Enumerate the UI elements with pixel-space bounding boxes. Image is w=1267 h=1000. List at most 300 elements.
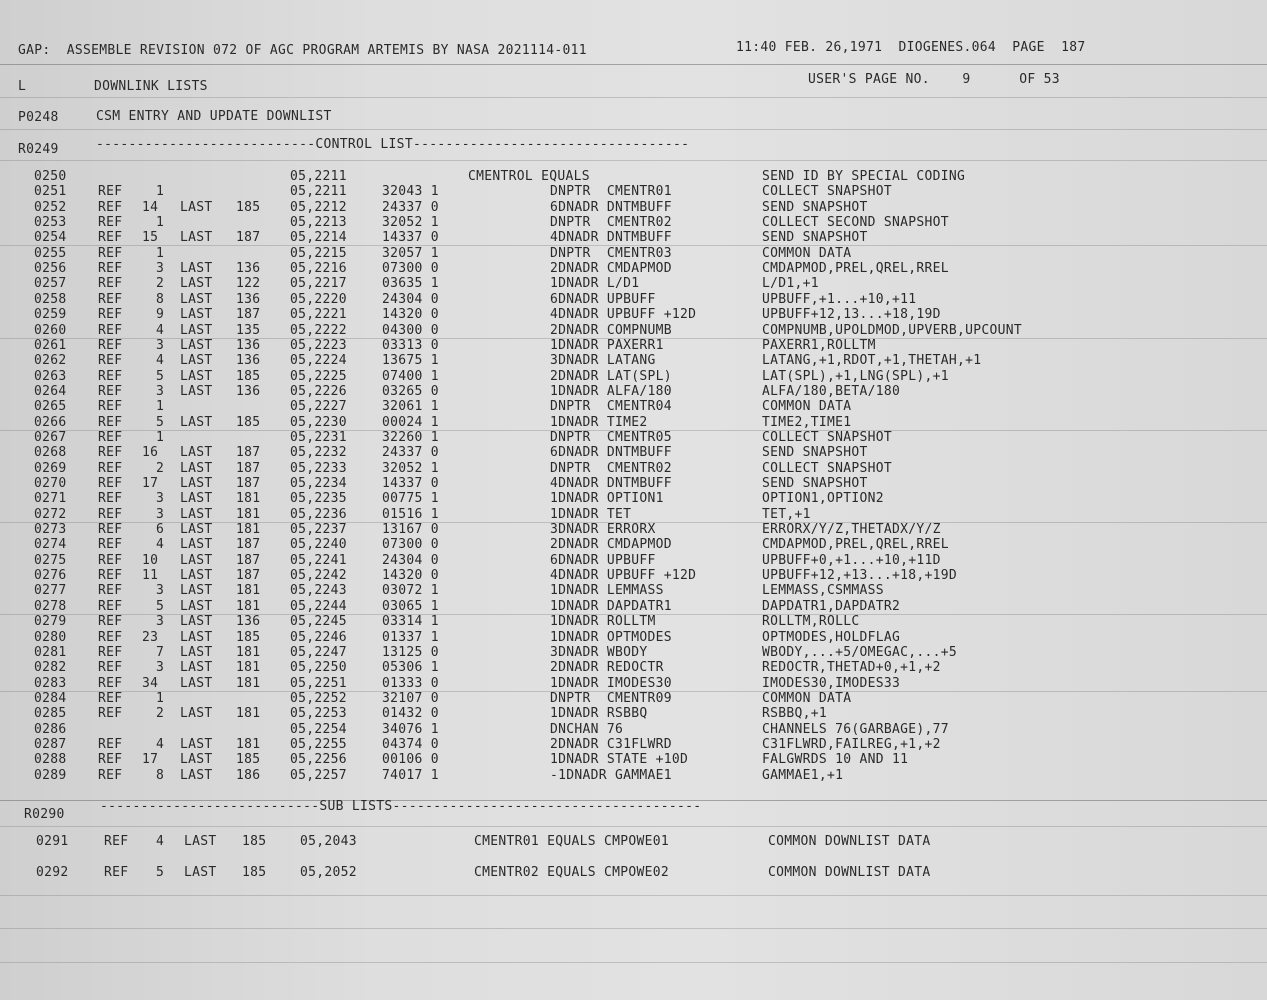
rule bbox=[0, 895, 1267, 896]
row-code: 32260 1 bbox=[382, 429, 439, 445]
row-code: 04300 0 bbox=[382, 322, 439, 338]
row-op: 3DNADR WBODY bbox=[550, 644, 648, 660]
row-line: 0258 bbox=[34, 291, 67, 307]
row-op: DNPTR CMENTR03 bbox=[550, 245, 672, 261]
row-last: LAST bbox=[180, 476, 213, 491]
row-addr: 05,2236 bbox=[290, 506, 347, 522]
sub-row-addr: 05,2052 bbox=[300, 865, 357, 880]
row-page: 136 bbox=[236, 261, 261, 277]
row-comment: PAXERR1,ROLLTM bbox=[762, 337, 876, 353]
sub-row-ref: REF bbox=[104, 865, 129, 880]
row-count: 8 bbox=[156, 767, 165, 783]
row-count: 10 bbox=[142, 552, 159, 568]
row-comment: FALGWRDS 10 AND 11 bbox=[762, 752, 909, 768]
row-line: 0269 bbox=[34, 460, 67, 476]
row-line: 0277 bbox=[34, 583, 67, 599]
row-page: 185 bbox=[236, 199, 261, 215]
row-last: LAST bbox=[180, 261, 213, 277]
row-op: 1DNADR ROLLTM bbox=[550, 614, 656, 630]
sub-row-line: 0291 bbox=[36, 834, 69, 849]
row-page: 187 bbox=[236, 307, 261, 323]
row-comment: CMDAPMOD,PREL,QREL,RREL bbox=[762, 261, 949, 277]
row-code: 01337 1 bbox=[382, 629, 439, 645]
row-addr: 05,2212 bbox=[290, 199, 347, 215]
row-line: 0262 bbox=[34, 353, 67, 369]
row-count: 2 bbox=[156, 460, 165, 476]
row-page: 181 bbox=[236, 736, 261, 752]
row-count: 3 bbox=[156, 506, 165, 522]
row-last: LAST bbox=[180, 736, 213, 752]
row-addr: 05,2253 bbox=[290, 706, 347, 722]
row-op: 1DNADR STATE +10D bbox=[550, 752, 689, 768]
row-op: 1DNADR OPTION1 bbox=[550, 491, 664, 507]
print-timestamp: 11:40 FEB. 26,1971 DIOGENES.064 PAGE 187 bbox=[736, 40, 1086, 55]
row-op: 1DNADR TIME2 bbox=[550, 414, 648, 430]
row-comment: COLLECT SECOND SNAPSHOT bbox=[762, 215, 949, 231]
row-code: 14320 0 bbox=[382, 568, 439, 584]
row-code: 24304 0 bbox=[382, 552, 439, 568]
row-op: 4DNADR UPBUFF +12D bbox=[550, 307, 697, 323]
row-addr: 05,2234 bbox=[290, 476, 347, 491]
row-last: LAST bbox=[180, 522, 213, 538]
row-op: 2DNADR REDOCTR bbox=[550, 660, 664, 676]
row-ref: REF bbox=[98, 291, 123, 307]
row-ref: REF bbox=[98, 706, 123, 722]
row-page: 181 bbox=[236, 522, 261, 538]
sub-lists-banner: ---------------------------SUB LISTS-------------------------------------- bbox=[100, 799, 702, 814]
row-addr: 05,2243 bbox=[290, 583, 347, 599]
row-page: 186 bbox=[236, 767, 261, 783]
row-code: 24304 0 bbox=[382, 291, 439, 307]
sub-row-last: LAST bbox=[184, 865, 217, 880]
row-code: 03314 1 bbox=[382, 614, 439, 630]
row-op: 3DNADR LATANG bbox=[550, 353, 656, 369]
row-count: 1 bbox=[156, 184, 165, 200]
row-comment: COLLECT SNAPSHOT bbox=[762, 460, 893, 476]
row-last: LAST bbox=[180, 568, 213, 584]
row-last: LAST bbox=[180, 291, 213, 307]
row-addr: 05,2223 bbox=[290, 337, 347, 353]
row-line: 0279 bbox=[34, 614, 67, 630]
row-addr: 05,2254 bbox=[290, 721, 347, 737]
row-op: 2DNADR C31FLWRD bbox=[550, 736, 672, 752]
row-ref: REF bbox=[98, 736, 123, 752]
sub-row-comment: COMMON DOWNLIST DATA bbox=[768, 834, 931, 849]
row-comment: ALFA/180,BETA/180 bbox=[762, 383, 901, 399]
downlist-title: CSM ENTRY AND UPDATE DOWNLIST bbox=[96, 109, 332, 124]
row-last: LAST bbox=[180, 230, 213, 246]
row-addr: 05,2246 bbox=[290, 629, 347, 645]
row-ref: REF bbox=[98, 414, 123, 430]
row-ref: REF bbox=[98, 353, 123, 369]
row-op: 1DNADR IMODES30 bbox=[550, 675, 672, 691]
row-page: 122 bbox=[236, 276, 261, 292]
row-code: 32057 1 bbox=[382, 245, 439, 261]
row-addr: 05,2215 bbox=[290, 245, 347, 261]
row-count: 4 bbox=[156, 353, 165, 369]
row-ref: REF bbox=[98, 399, 123, 415]
row-comment: SEND SNAPSHOT bbox=[762, 445, 868, 461]
row-code: 01516 1 bbox=[382, 506, 439, 522]
row-count: 16 bbox=[142, 445, 159, 461]
row-code: 03265 0 bbox=[382, 383, 439, 399]
row-count: 4 bbox=[156, 736, 165, 752]
row-line: 0261 bbox=[34, 337, 67, 353]
l-label: L bbox=[18, 79, 27, 94]
row-line: 0252 bbox=[34, 199, 67, 215]
row-ref: REF bbox=[98, 368, 123, 384]
row-comment: DAPDATR1,DAPDATR2 bbox=[762, 598, 901, 614]
row-page: 187 bbox=[236, 476, 261, 491]
row-op: 1DNADR LEMMASS bbox=[550, 583, 664, 599]
row-count: 4 bbox=[156, 322, 165, 338]
row-code: 34076 1 bbox=[382, 721, 439, 737]
row-comment: OPTION1,OPTION2 bbox=[762, 491, 884, 507]
row-addr: 05,2231 bbox=[290, 429, 347, 445]
row-page: 181 bbox=[236, 491, 261, 507]
row-page: 136 bbox=[236, 383, 261, 399]
row-comment: REDOCTR,THETAD+0,+1,+2 bbox=[762, 660, 941, 676]
row-page: 187 bbox=[236, 537, 261, 553]
row-count: 7 bbox=[156, 644, 165, 660]
header-rule bbox=[0, 64, 1267, 65]
row-count: 17 bbox=[142, 476, 159, 491]
row-code: 07300 0 bbox=[382, 537, 439, 553]
row-count: 4 bbox=[156, 537, 165, 553]
row-ref: REF bbox=[98, 460, 123, 476]
row-comment: CHANNELS 76(GARBAGE),77 bbox=[762, 721, 949, 737]
row-count: 5 bbox=[156, 414, 165, 430]
row-op: DNPTR CMENTR05 bbox=[550, 429, 672, 445]
row-page: 187 bbox=[236, 568, 261, 584]
row-addr: 05,2211 bbox=[290, 184, 347, 200]
users-page-number: USER'S PAGE NO. 9 OF 53 bbox=[808, 72, 1060, 87]
row-count: 11 bbox=[142, 568, 159, 584]
row-ref: REF bbox=[98, 445, 123, 461]
row-addr: 05,2225 bbox=[290, 368, 347, 384]
rule bbox=[0, 129, 1267, 130]
row-ref: REF bbox=[98, 276, 123, 292]
row-count: 5 bbox=[156, 368, 165, 384]
row-addr: 05,2230 bbox=[290, 414, 347, 430]
sub-row-op: CMENTR02 EQUALS CMPOWE02 bbox=[474, 865, 670, 880]
row-op: 1DNADR DAPDATR1 bbox=[550, 598, 672, 614]
row-code: 32107 0 bbox=[382, 690, 439, 706]
row-count: 1 bbox=[156, 245, 165, 261]
row-addr: 05,2220 bbox=[290, 291, 347, 307]
row-last: LAST bbox=[180, 537, 213, 553]
row-last: LAST bbox=[180, 199, 213, 215]
row-addr: 05,2250 bbox=[290, 660, 347, 676]
row-count: 2 bbox=[156, 706, 165, 722]
row-line: 0257 bbox=[34, 276, 67, 292]
sub-row-ref: REF bbox=[104, 834, 129, 849]
row-code: 01432 0 bbox=[382, 706, 439, 722]
row-comment: CMDAPMOD,PREL,QREL,RREL bbox=[762, 537, 949, 553]
row-page: 187 bbox=[236, 552, 261, 568]
row-addr: 05,2213 bbox=[290, 215, 347, 231]
row-addr: 05,2247 bbox=[290, 644, 347, 660]
row-line: 0285 bbox=[34, 706, 67, 722]
row-last: LAST bbox=[180, 598, 213, 614]
sub-row-count: 4 bbox=[156, 834, 165, 849]
row-op: 2DNADR CMDAPMOD bbox=[550, 261, 672, 277]
row-comment: TIME2,TIME1 bbox=[762, 414, 852, 430]
row-last: LAST bbox=[180, 644, 213, 660]
sub-line-number: R0290 bbox=[24, 807, 65, 822]
row-comment: ERRORX/Y/Z,THETADX/Y/Z bbox=[762, 522, 941, 538]
row-line: 0276 bbox=[34, 568, 67, 584]
row-page: 136 bbox=[236, 337, 261, 353]
row-last: LAST bbox=[180, 353, 213, 369]
row-ref: REF bbox=[98, 383, 123, 399]
row-line: 0267 bbox=[34, 429, 67, 445]
row-comment: OPTMODES,HOLDFLAG bbox=[762, 629, 901, 645]
row-line: 0283 bbox=[34, 675, 67, 691]
rule bbox=[0, 160, 1267, 161]
row-count: 1 bbox=[156, 429, 165, 445]
row-ref: REF bbox=[98, 537, 123, 553]
row-code: 03313 0 bbox=[382, 337, 439, 353]
row-ref: REF bbox=[98, 614, 123, 630]
rule bbox=[0, 97, 1267, 98]
row-comment: L/D1,+1 bbox=[762, 276, 819, 292]
row-addr: 05,2241 bbox=[290, 552, 347, 568]
row-code: 74017 1 bbox=[382, 767, 439, 783]
row-page: 181 bbox=[236, 660, 261, 676]
row-comment: SEND SNAPSHOT bbox=[762, 199, 868, 215]
row-line: 0268 bbox=[34, 445, 67, 461]
row-last: LAST bbox=[180, 675, 213, 691]
row-comment: SEND SNAPSHOT bbox=[762, 476, 868, 491]
row-code: 01333 0 bbox=[382, 675, 439, 691]
row-last: LAST bbox=[180, 583, 213, 599]
row-addr: 05,2251 bbox=[290, 675, 347, 691]
row-code: 14320 0 bbox=[382, 307, 439, 323]
row-op: 2DNADR CMDAPMOD bbox=[550, 537, 672, 553]
row-count: 1 bbox=[156, 399, 165, 415]
row-line: 0289 bbox=[34, 767, 67, 783]
row-ref: REF bbox=[98, 752, 123, 768]
row-ref: REF bbox=[98, 215, 123, 231]
row-code: 00106 0 bbox=[382, 752, 439, 768]
row-code: 14337 0 bbox=[382, 230, 439, 246]
row-code: 00775 1 bbox=[382, 491, 439, 507]
row-page: 181 bbox=[236, 706, 261, 722]
sub-row-op: CMENTR01 EQUALS CMPOWE01 bbox=[474, 834, 670, 849]
row-addr: 05,2227 bbox=[290, 399, 347, 415]
row-comment: IMODES30,IMODES33 bbox=[762, 675, 901, 691]
row-last: LAST bbox=[180, 767, 213, 783]
row-ref: REF bbox=[98, 245, 123, 261]
row-addr: 05,2224 bbox=[290, 353, 347, 369]
row-comment: ROLLTM,ROLLC bbox=[762, 614, 860, 630]
row-count: 8 bbox=[156, 291, 165, 307]
row-count: 1 bbox=[156, 215, 165, 231]
row-comment: SEND SNAPSHOT bbox=[762, 230, 868, 246]
row-line: 0278 bbox=[34, 598, 67, 614]
row-line: 0256 bbox=[34, 261, 67, 277]
row-op: DNPTR CMENTR02 bbox=[550, 460, 672, 476]
row-ref: REF bbox=[98, 491, 123, 507]
row-line: 0251 bbox=[34, 184, 67, 200]
row-ref: REF bbox=[98, 552, 123, 568]
row-count: 17 bbox=[142, 752, 159, 768]
row-last: LAST bbox=[180, 414, 213, 430]
row-addr: 05,2217 bbox=[290, 276, 347, 292]
row-ref: REF bbox=[98, 644, 123, 660]
row-op: 6DNADR DNTMBUFF bbox=[550, 199, 672, 215]
row-last: LAST bbox=[180, 491, 213, 507]
row-line: 0284 bbox=[34, 690, 67, 706]
row-ref: REF bbox=[98, 690, 123, 706]
row-addr: 05,2222 bbox=[290, 322, 347, 338]
row-code: 07300 0 bbox=[382, 261, 439, 277]
row-comment: UPBUFF+0,+1...+10,+11D bbox=[762, 552, 941, 568]
sub-row-last: LAST bbox=[184, 834, 217, 849]
row-count: 15 bbox=[142, 230, 159, 246]
row-count: 23 bbox=[142, 629, 159, 645]
row-ref: REF bbox=[98, 598, 123, 614]
row-comment: COMPNUMB,UPOLDMOD,UPVERB,UPCOUNT bbox=[762, 322, 1023, 338]
row-count: 3 bbox=[156, 614, 165, 630]
row-code: 14337 0 bbox=[382, 476, 439, 491]
row-line: 0250 bbox=[34, 169, 67, 184]
row-op: 2DNADR COMPNUMB bbox=[550, 322, 672, 338]
row-code: 32043 1 bbox=[382, 184, 439, 200]
row-count: 2 bbox=[156, 276, 165, 292]
row-op: 4DNADR DNTMBUFF bbox=[550, 230, 672, 246]
row-addr: 05,2216 bbox=[290, 261, 347, 277]
row-count: 34 bbox=[142, 675, 159, 691]
row-code: 04374 0 bbox=[382, 736, 439, 752]
row-addr: 05,2221 bbox=[290, 307, 347, 323]
row-comment: GAMMAE1,+1 bbox=[762, 767, 844, 783]
row-line: 0272 bbox=[34, 506, 67, 522]
row-line: 0264 bbox=[34, 383, 67, 399]
row-comment: COMMON DATA bbox=[762, 245, 852, 261]
row-comment: LAT(SPL),+1,LNG(SPL),+1 bbox=[762, 368, 949, 384]
row-op: 3DNADR ERRORX bbox=[550, 522, 656, 538]
row-page: 181 bbox=[236, 583, 261, 599]
section-title: DOWNLINK LISTS bbox=[94, 79, 208, 94]
row-addr: 05,2237 bbox=[290, 522, 347, 538]
row-count: 1 bbox=[156, 690, 165, 706]
row-addr: 05,2240 bbox=[290, 537, 347, 553]
row-page: 187 bbox=[236, 445, 261, 461]
row-code: 13675 1 bbox=[382, 353, 439, 369]
row-comment: COMMON DATA bbox=[762, 690, 852, 706]
row-comment: TET,+1 bbox=[762, 506, 811, 522]
row-ref: REF bbox=[98, 184, 123, 200]
row-count: 6 bbox=[156, 522, 165, 538]
sub-row-page: 185 bbox=[242, 834, 267, 849]
row-ref: REF bbox=[98, 629, 123, 645]
row-line: 0271 bbox=[34, 491, 67, 507]
row-addr: 05,2226 bbox=[290, 383, 347, 399]
row-line: 0260 bbox=[34, 322, 67, 338]
row-comment: LEMMASS,CSMMASS bbox=[762, 583, 884, 599]
row-last: LAST bbox=[180, 337, 213, 353]
row-page: 185 bbox=[236, 368, 261, 384]
sub-row-count: 5 bbox=[156, 865, 165, 880]
row-op: 6DNADR UPBUFF bbox=[550, 552, 656, 568]
row-ref: REF bbox=[98, 660, 123, 676]
row-ref: REF bbox=[98, 230, 123, 246]
row-ref: REF bbox=[98, 337, 123, 353]
row-last: LAST bbox=[180, 368, 213, 384]
row-ref: REF bbox=[98, 429, 123, 445]
rule bbox=[0, 962, 1267, 963]
row-line: 0254 bbox=[34, 230, 67, 246]
row-line: 0255 bbox=[34, 245, 67, 261]
row-last: LAST bbox=[180, 322, 213, 338]
row-code: 24337 0 bbox=[382, 445, 439, 461]
row-code: 32052 1 bbox=[382, 460, 439, 476]
row-ref: REF bbox=[98, 199, 123, 215]
row-op: 2DNADR LAT(SPL) bbox=[550, 368, 672, 384]
r-line-number: R0249 bbox=[18, 142, 59, 157]
row-ref: REF bbox=[98, 767, 123, 783]
row-count: 5 bbox=[156, 598, 165, 614]
row-page: 136 bbox=[236, 614, 261, 630]
row-last: LAST bbox=[180, 552, 213, 568]
control-list-banner: ---------------------------CONTROL LIST---------------------------------- bbox=[96, 137, 690, 152]
row-last: LAST bbox=[180, 660, 213, 676]
row-op: 1DNADR OPTMODES bbox=[550, 629, 672, 645]
rule bbox=[0, 928, 1267, 929]
row-page: 187 bbox=[236, 460, 261, 476]
row-ref: REF bbox=[98, 568, 123, 584]
sub-row-line: 0292 bbox=[36, 865, 69, 880]
row-line: 0287 bbox=[34, 736, 67, 752]
row-op: 4DNADR UPBUFF +12D bbox=[550, 568, 697, 584]
row-last: LAST bbox=[180, 614, 213, 630]
row-page: 187 bbox=[236, 230, 261, 246]
row-line: 0274 bbox=[34, 537, 67, 553]
row-op: DNCHAN 76 bbox=[550, 721, 624, 737]
row-line: 0270 bbox=[34, 476, 67, 491]
row-comment: C31FLWRD,FAILREG,+1,+2 bbox=[762, 736, 941, 752]
row-addr: 05,2242 bbox=[290, 568, 347, 584]
row-comment: COLLECT SNAPSHOT bbox=[762, 184, 893, 200]
row-page: 181 bbox=[236, 675, 261, 691]
row-last: LAST bbox=[180, 706, 213, 722]
row-addr: 05,2232 bbox=[290, 445, 347, 461]
row-addr: 05,2235 bbox=[290, 491, 347, 507]
row-last: LAST bbox=[180, 383, 213, 399]
row-line: 0281 bbox=[34, 644, 67, 660]
row-code: 03635 1 bbox=[382, 276, 439, 292]
row-last: LAST bbox=[180, 276, 213, 292]
sub-row-addr: 05,2043 bbox=[300, 834, 357, 849]
row-op: CMENTROL EQUALS bbox=[468, 169, 590, 184]
row-last: LAST bbox=[180, 752, 213, 768]
row-line: 0288 bbox=[34, 752, 67, 768]
row-line: 0275 bbox=[34, 552, 67, 568]
row-last: LAST bbox=[180, 445, 213, 461]
row-code: 03072 1 bbox=[382, 583, 439, 599]
row-line: 0282 bbox=[34, 660, 67, 676]
row-op: 6DNADR UPBUFF bbox=[550, 291, 656, 307]
row-count: 14 bbox=[142, 199, 159, 215]
row-comment: COMMON DATA bbox=[762, 399, 852, 415]
row-ref: REF bbox=[98, 322, 123, 338]
row-page: 181 bbox=[236, 644, 261, 660]
row-count: 9 bbox=[156, 307, 165, 323]
row-ref: REF bbox=[98, 675, 123, 691]
row-line: 0286 bbox=[34, 721, 67, 737]
